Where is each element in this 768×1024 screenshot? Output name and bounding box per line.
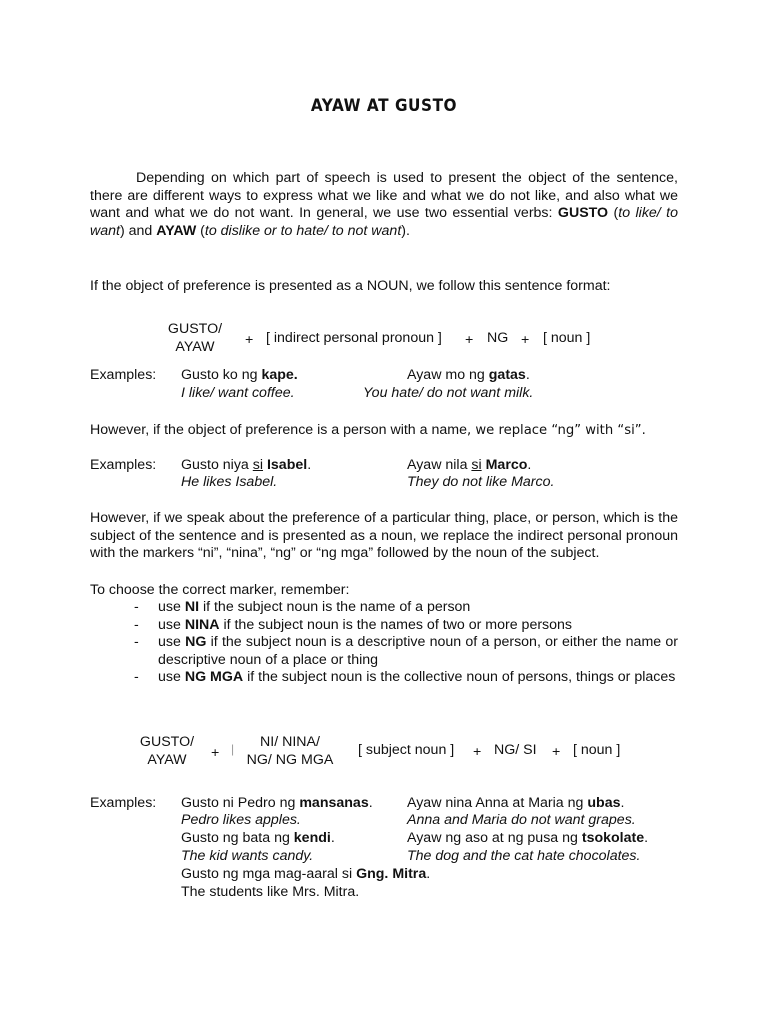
- intro-paragraph: [90, 170, 678, 240]
- example-text: Ayaw nila: [407, 457, 472, 473]
- rule-marker: NI: [184, 599, 200, 615]
- example-anna-maria: [407, 795, 624, 811]
- example-pedro: [181, 795, 373, 811]
- example-translation: You hate/ do not want milk.: [363, 385, 534, 401]
- example-text: Gusto ko ng: [181, 367, 262, 383]
- example-punct: .: [525, 367, 530, 383]
- example-translation: The dog and the cat hate chocolates.: [407, 848, 641, 864]
- example-object: Isabel: [266, 457, 308, 473]
- formula1-verbs: [160, 321, 230, 356]
- rule-text: if the subject noun is a descriptive noun of a person, or either the name or descriptive noun of a place or thing: [158, 634, 678, 668]
- rule-text: use: [158, 616, 185, 633]
- formula1-pronoun: [ indirect personal pronoun ]: [266, 330, 442, 346]
- person-note-replace: , we replace “ng” with “si”.: [466, 423, 646, 438]
- bullet-dash: -: [134, 616, 139, 633]
- example-object: tsokolate: [581, 830, 645, 846]
- examples-label: Examples:: [90, 795, 157, 811]
- bullet-dash: -: [134, 669, 139, 686]
- rule-text: if the subject noun is the collective noun of persons, things or places: [243, 669, 676, 686]
- formula1-plus: +: [245, 332, 254, 348]
- page-title: AYAW AT GUSTO: [310, 96, 458, 116]
- person-note: [90, 422, 646, 440]
- rule-marker: NG MGA: [184, 669, 244, 686]
- example-text: Gusto niya: [181, 457, 253, 473]
- example-object: Gng. Mitra: [356, 866, 427, 882]
- gusto-term: GUSTO: [557, 205, 609, 222]
- rule-marker: NINA: [184, 616, 220, 633]
- marker-si: si: [252, 457, 264, 473]
- example-translation: They do not like Marco.: [407, 474, 555, 490]
- rule-text: if the subject noun is the names of two or more persons: [219, 616, 573, 633]
- marker-rules-list: [134, 599, 678, 687]
- bullet-dash: -: [134, 634, 139, 651]
- rule-marker: NG: [185, 634, 207, 651]
- formula2-plus: +: [211, 745, 220, 761]
- example-ayaw-marco: [407, 457, 531, 473]
- example-text: Gusto ng bata ng: [181, 830, 294, 846]
- example-object: ubas: [587, 795, 621, 811]
- rule-text: if the subject noun is the name of a person: [199, 599, 471, 615]
- formula2-plus: +: [552, 744, 561, 760]
- example-gusto-isabel: [181, 457, 311, 473]
- example-aso-pusa: [407, 830, 648, 846]
- formula1-noun: [ noun ]: [543, 330, 591, 346]
- example-punct: .: [368, 795, 373, 811]
- ayaw-term: AYAW: [156, 222, 197, 239]
- formula1-verb-top: GUSTO/: [167, 321, 223, 337]
- formula2-markers-bottom: NG/ NG MGA: [246, 751, 334, 768]
- ayaw-meaning: to dislike or to hate/ to not want: [204, 222, 402, 239]
- example-punct: .: [620, 795, 625, 811]
- paren-open: (: [608, 205, 619, 222]
- example-translation: Pedro likes apples.: [181, 812, 301, 828]
- formula2-markers: [240, 734, 340, 769]
- rule-text: use: [158, 599, 185, 615]
- example-object: gatas: [488, 367, 526, 383]
- example-bata: [181, 830, 335, 846]
- formula1-ng: NG: [487, 330, 509, 346]
- list-item: [134, 599, 678, 617]
- example-text: Ayaw ng aso at ng pusa ng: [407, 830, 582, 846]
- example-translation: The kid wants candy.: [181, 848, 314, 864]
- formula1-plus: +: [465, 332, 474, 348]
- example-punct: .: [527, 457, 532, 473]
- formula2-ng-si: NG/ SI: [494, 742, 537, 758]
- example-translation: The students like Mrs. Mitra.: [181, 884, 360, 900]
- examples-label: Examples:: [90, 367, 157, 383]
- example-text: Ayaw mo ng: [407, 367, 489, 383]
- formula1-plus: +: [521, 332, 530, 348]
- examples-label: Examples:: [90, 457, 157, 473]
- gusto-meaning: to like/ to want: [90, 205, 679, 239]
- example-translation: He likes Isabel.: [181, 474, 278, 490]
- paren-close: ).: [401, 222, 410, 239]
- list-item: [134, 634, 678, 669]
- example-punct: .: [644, 830, 649, 846]
- formula2-subject: [ subject noun ]: [358, 742, 455, 758]
- example-translation: Anna and Maria do not want grapes.: [407, 812, 636, 828]
- formula2-markers-top: NI/ NINA/: [260, 734, 320, 750]
- bullet-dash: -: [134, 599, 139, 615]
- list-item: [134, 669, 678, 687]
- paren-open: (: [196, 222, 205, 239]
- rule-text: use: [158, 669, 185, 686]
- list-item: [134, 617, 678, 635]
- example-object: kape.: [261, 367, 298, 383]
- formula2-plus: +: [473, 744, 482, 760]
- noun-format-intro: If the object of preference is presented as a NOUN, we follow this sentence format:: [90, 278, 611, 294]
- example-text: Ayaw nina Anna at Maria ng: [407, 795, 588, 811]
- formula1-verb-bottom: AYAW: [175, 338, 215, 355]
- example-punct: .: [330, 830, 335, 846]
- choose-marker-heading: To choose the correct marker, remember:: [90, 582, 350, 598]
- example-punct: .: [307, 457, 312, 473]
- example-ayaw-gatas: [407, 367, 530, 383]
- person-note-text: However, if the object of preference is a person with a name: [90, 422, 467, 438]
- example-text: Gusto ni Pedro ng: [181, 795, 300, 811]
- subject-paragraph: However, if we speak about the preference of a particular thing, place, or person, which is the subject of the sentence and is presented as a noun, we replace the indirect personal pronoun with the markers “ni”, “nina”, “ng” or “ng mga” followed by the noun of the subject.: [90, 510, 678, 562]
- marker-si: si: [471, 457, 482, 473]
- formula2-verbs: [132, 734, 202, 769]
- formula2-noun: [ noun ]: [573, 742, 621, 758]
- example-object: kendi: [293, 830, 331, 846]
- example-mag-aaral: [181, 866, 430, 882]
- rule-text: use: [158, 634, 186, 651]
- and-text: ) and: [119, 222, 157, 239]
- formula2-bracket: |: [231, 742, 235, 756]
- example-object: Marco: [485, 457, 528, 473]
- example-object: mansanas: [299, 795, 369, 811]
- formula2-verb-top: GUSTO/: [139, 734, 195, 750]
- example-text: Gusto ng mga mag-aaral si: [181, 866, 357, 882]
- example-gusto-kape: [181, 367, 298, 383]
- formula2-verb-bottom: AYAW: [147, 751, 187, 768]
- intro-text: Depending on which part of speech is used to present the object of the sentence, there are different ways to express what we like and what we do not like, and also what we want and what we do not want. In general, we use two essential verbs:: [90, 170, 678, 222]
- example-translation: I like/ want coffee.: [181, 385, 295, 401]
- example-punct: .: [426, 866, 431, 882]
